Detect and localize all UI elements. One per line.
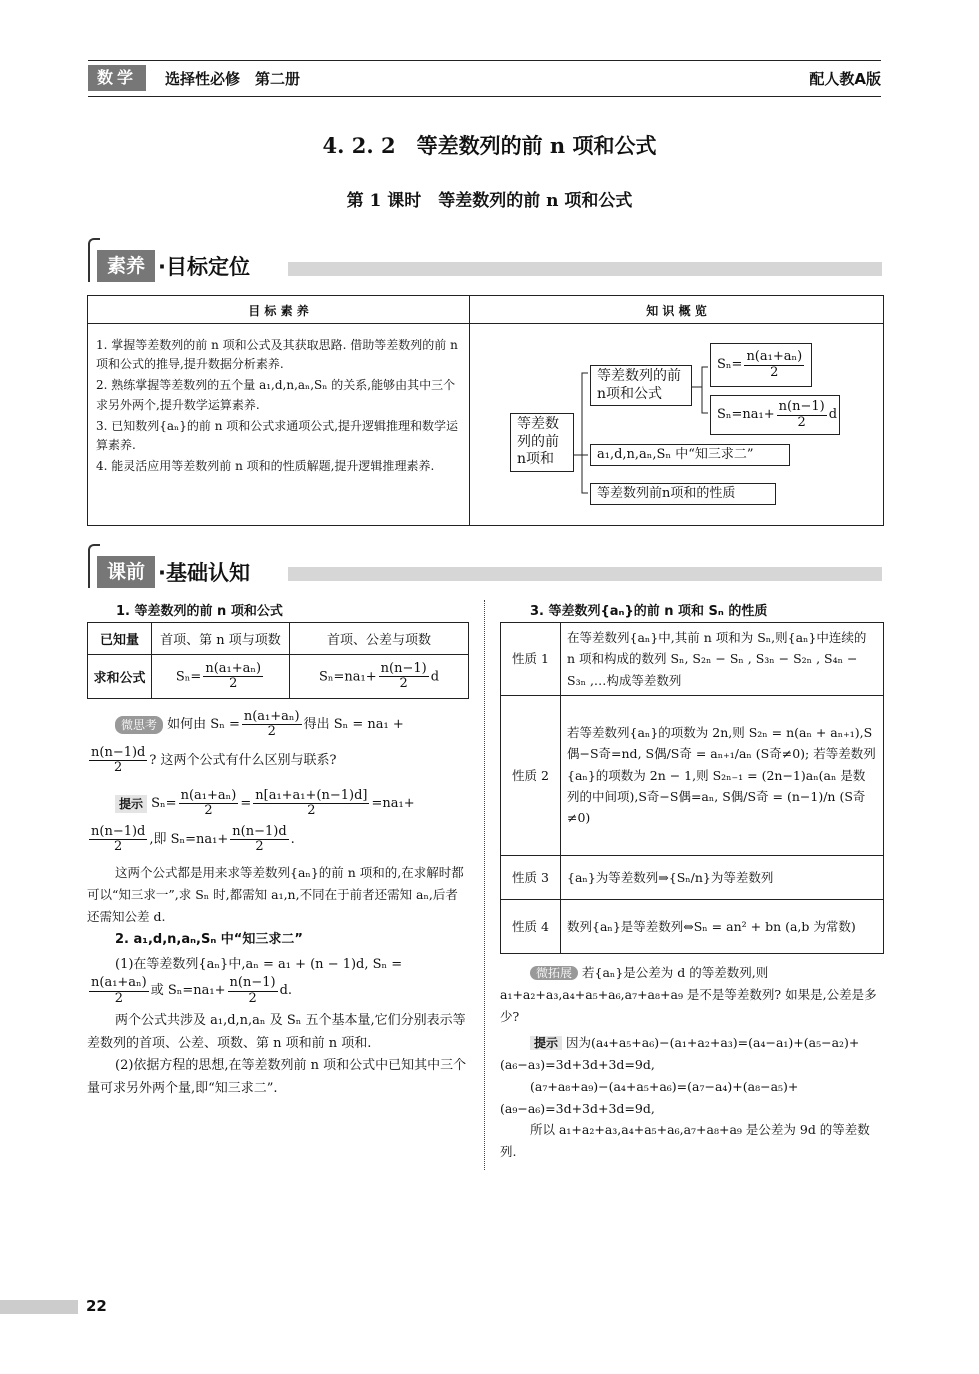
edition-label: 配人教A版: [809, 70, 881, 88]
extension-tag: 微拓展: [530, 966, 578, 980]
think-tag: 微思考: [115, 716, 163, 734]
table-cell: Sₙ=na₁+ $\frac{n(n-1)}{2}$ d: [290, 655, 469, 699]
heading-properties: 3. 等差数列{aₙ}的前 n 项和 Sₙ 的性质: [530, 604, 768, 619]
map-properties-node: 等差数列前n项和的性质: [590, 483, 776, 505]
goal-item: 4. 能灵活应用等差数列前 n 项和的性质解题,提升逻辑推理素养.: [96, 459, 435, 474]
page-number: 22: [86, 1297, 107, 1315]
heading-know-three: 2. a₁,d,n,aₙ,Sₙ 中“知三求二”: [115, 932, 303, 947]
goal-item: 3. 已知数列{aₙ}的前 n 项和公式求通项公式,提升逻辑推理和数学运算素养.: [96, 418, 459, 452]
property-text: {aₙ}为等差数列⇒{Sₙ/n}为等差数列: [561, 855, 884, 899]
goal-item: 1. 掌握等差数列的前 n 项和公式及其获取思路. 借助等差数列的前 n 项和公式的推导,提升数据分析素养.: [96, 338, 458, 372]
section-title-basics: ·基础认知: [158, 561, 250, 585]
section-tag-preclass: 课前: [97, 556, 155, 588]
paragraph: (a₇+a₈+a₉)−(a₄+a₅+a₆)=(a₇−a₄)+(a₈−a₅)+(a₉−a₆)=3d+3d+3d=9d,: [500, 1078, 799, 1116]
paragraph: (1)在等差数列{aₙ}中,aₙ = a₁ + (n − 1)d, Sₙ =: [115, 956, 403, 972]
book-title: 选择性必修 第二册: [165, 70, 301, 88]
map-formula-1: Sₙ= $\frac{\text{n(a₁+aₙ)}}{2}$: [710, 343, 812, 387]
property-name: 性质 3: [501, 855, 561, 899]
table-cell: 求和公式: [88, 655, 152, 699]
paragraph: 所以 a₁+a₂+a₃,a₄+a₅+a₆,a₇+a₈+a₉ 是公差为 9d 的等差数列.: [500, 1122, 870, 1160]
table-cell: 首项、第 n 项与项数: [152, 623, 290, 655]
overview-col-header: 知 识 概 览: [646, 304, 707, 318]
goals-col-header: 目 标 素 养: [248, 304, 309, 318]
goal-item: 2. 熟练掌握等差数列的五个量 a₁,d,n,aₙ,Sₙ 的关系,能够由其中三个求另外两个,提升数学运算素养.: [96, 378, 456, 412]
table-cell: 已知量: [88, 623, 152, 655]
heading-formula: 1. 等差数列的前 n 项和公式: [116, 604, 283, 619]
hint-tag: 提示: [115, 795, 147, 813]
hint-tag: 提示: [530, 1036, 562, 1050]
table-cell: Sₙ= $\frac{\text{n(a₁+aₙ)}}{2}$: [152, 655, 290, 699]
map-know-three-node: a₁,d,n,aₙ,Sₙ 中“知三求二”: [590, 444, 790, 466]
map-root-node: 等差数列的前n项和: [510, 413, 574, 472]
map-formula-2: Sₙ=na₁+ $\frac{n(n-1)}{2}$ d: [710, 395, 840, 435]
knowledge-map: [470, 325, 882, 525]
page-title: 4. 2. 2 等差数列的前 n 项和公式: [322, 133, 657, 158]
think-block: 微思考 如何由 Sₙ = $\frac{\text{n(a₁+aₙ)}}{2}$ 得出 Sₙ = na₁ + $\frac{n(n-1)d}{2}$ ? 这两个公式有什么区别与联系? 提示 Sₙ= $\frac{\text{n(a₁+aₙ)}}{2}$ = $\frac{\text{n[a₁+a₁+(n−1)d]}}{2}$ =na₁+ $\frac{n(n-1)d}{2}$ ,即 Sₙ=na₁+ $\frac{n(n-1)d}{2}$ . 这两个公式都是用来求等差数列{aₙ}的前 n 项和的,在求解时都可以“知三求一”,求 Sₙ 时,都需知 a₁,n,不同在于前者还需知 aₙ,后者还需知公差 d. 2. a₁,d,n,aₙ,Sₙ 中“知三求二” (1)在等差数列{aₙ}中,aₙ = a₁ + (n − 1)d, Sₙ = $\frac{\text{n(a₁+aₙ)}}{2}$ 或 Sₙ=na₁+ $\frac{n(n-1)}{2}$ d. 两个公式共涉及 a₁,d,n,aₙ 及 Sₙ 五个基本量,它们分别表示等差数列的首项、公差、项数、第 n 项和前 n 项和. (2)依据方程的思想,在等差数列前 n 项和公式中已知其中三个量可求另外两个量,即“知三求二”.: [87, 710, 469, 1101]
property-name: 性质 4: [501, 899, 561, 953]
property-text: 数列{aₙ}是等差数列⇔Sₙ = an² + bn (a,b 为常数): [561, 899, 884, 953]
explanation-paragraph: 这两个公式都是用来求等差数列{aₙ}的前 n 项和的,在求解时都可以“知三求一”,求 Sₙ 时,都需知 a₁,n,不同在于前者还需知 aₙ,后者还需知公差 d.: [87, 865, 464, 925]
section-title-goals: ·目标定位: [158, 255, 250, 279]
property-name: 性质 1: [501, 623, 561, 696]
paragraph: (2)依据方程的思想,在等差数列前 n 项和公式中已知其中三个量可求另外两个量,即“知三求二”.: [87, 1058, 467, 1097]
property-name: 性质 2: [501, 695, 561, 855]
extension-block: 微拓展 若{aₙ}是公差为 d 的等差数列,则 a₁+a₂+a₃,a₄+a₅+a₆,a₇+a₈+a₉ 是不是等差数列? 如果是,公差是多少? 提示 因为(a₄+a₅+a₆)−(a₁+a₂+a₃)=(a₄−a₁)+(a₅−a₂)+(a₆−a₃)=3d+3d+3d=9d, (a₇+a₈+a₉)−(a₄+a₅+a₆)=(a₇−a₄)+(a₈−a₅)+(a₉−a₆)=3d+3d+3d=9d, 所以 a₁+a₂+a₃,a₄+a₅+a₆,a₇+a₈+a₉ 是公差为 9d 的等差数列.: [500, 962, 884, 1163]
property-text: 若等差数列{aₙ}的项数为 2n,则 S₂ₙ = n(aₙ + aₙ₊₁),S偶−S奇=nd, S偶/S奇 = aₙ₊₁/aₙ (S奇≠0); 若等差数列{aₙ}的项数为 2n − 1,则 S₂ₙ₋₁ = (2n−1)aₙ(aₙ 是数列的中间项),S奇−S偶=aₙ, S偶/S奇 = (n−1)/n (S奇≠0): [561, 695, 884, 855]
properties-table: [500, 622, 884, 954]
table-cell: 首项、公差与项数: [290, 623, 469, 655]
property-text: 在等差数列{aₙ}中,其前 n 项和为 Sₙ,则{aₙ}中连续的 n 项和构成的数列 Sₙ, S₂ₙ − Sₙ , S₃ₙ − S₂ₙ , S₄ₙ − S₃ₙ ,…构成等差数列: [561, 623, 884, 696]
section-tag-literacy: 素养: [97, 250, 155, 282]
subject-badge: 数学: [88, 65, 146, 91]
paragraph: 两个公式共涉及 a₁,d,n,aₙ 及 Sₙ 五个基本量,它们分别表示等差数列的首项、公差、项数、第 n 项和前 n 项和.: [87, 1012, 466, 1051]
map-formula-node: 等差数列的前n项和公式: [590, 365, 692, 406]
page-subtitle: 第 1 课时 等差数列的前 n 项和公式: [346, 191, 633, 211]
formula-table: [87, 622, 469, 699]
